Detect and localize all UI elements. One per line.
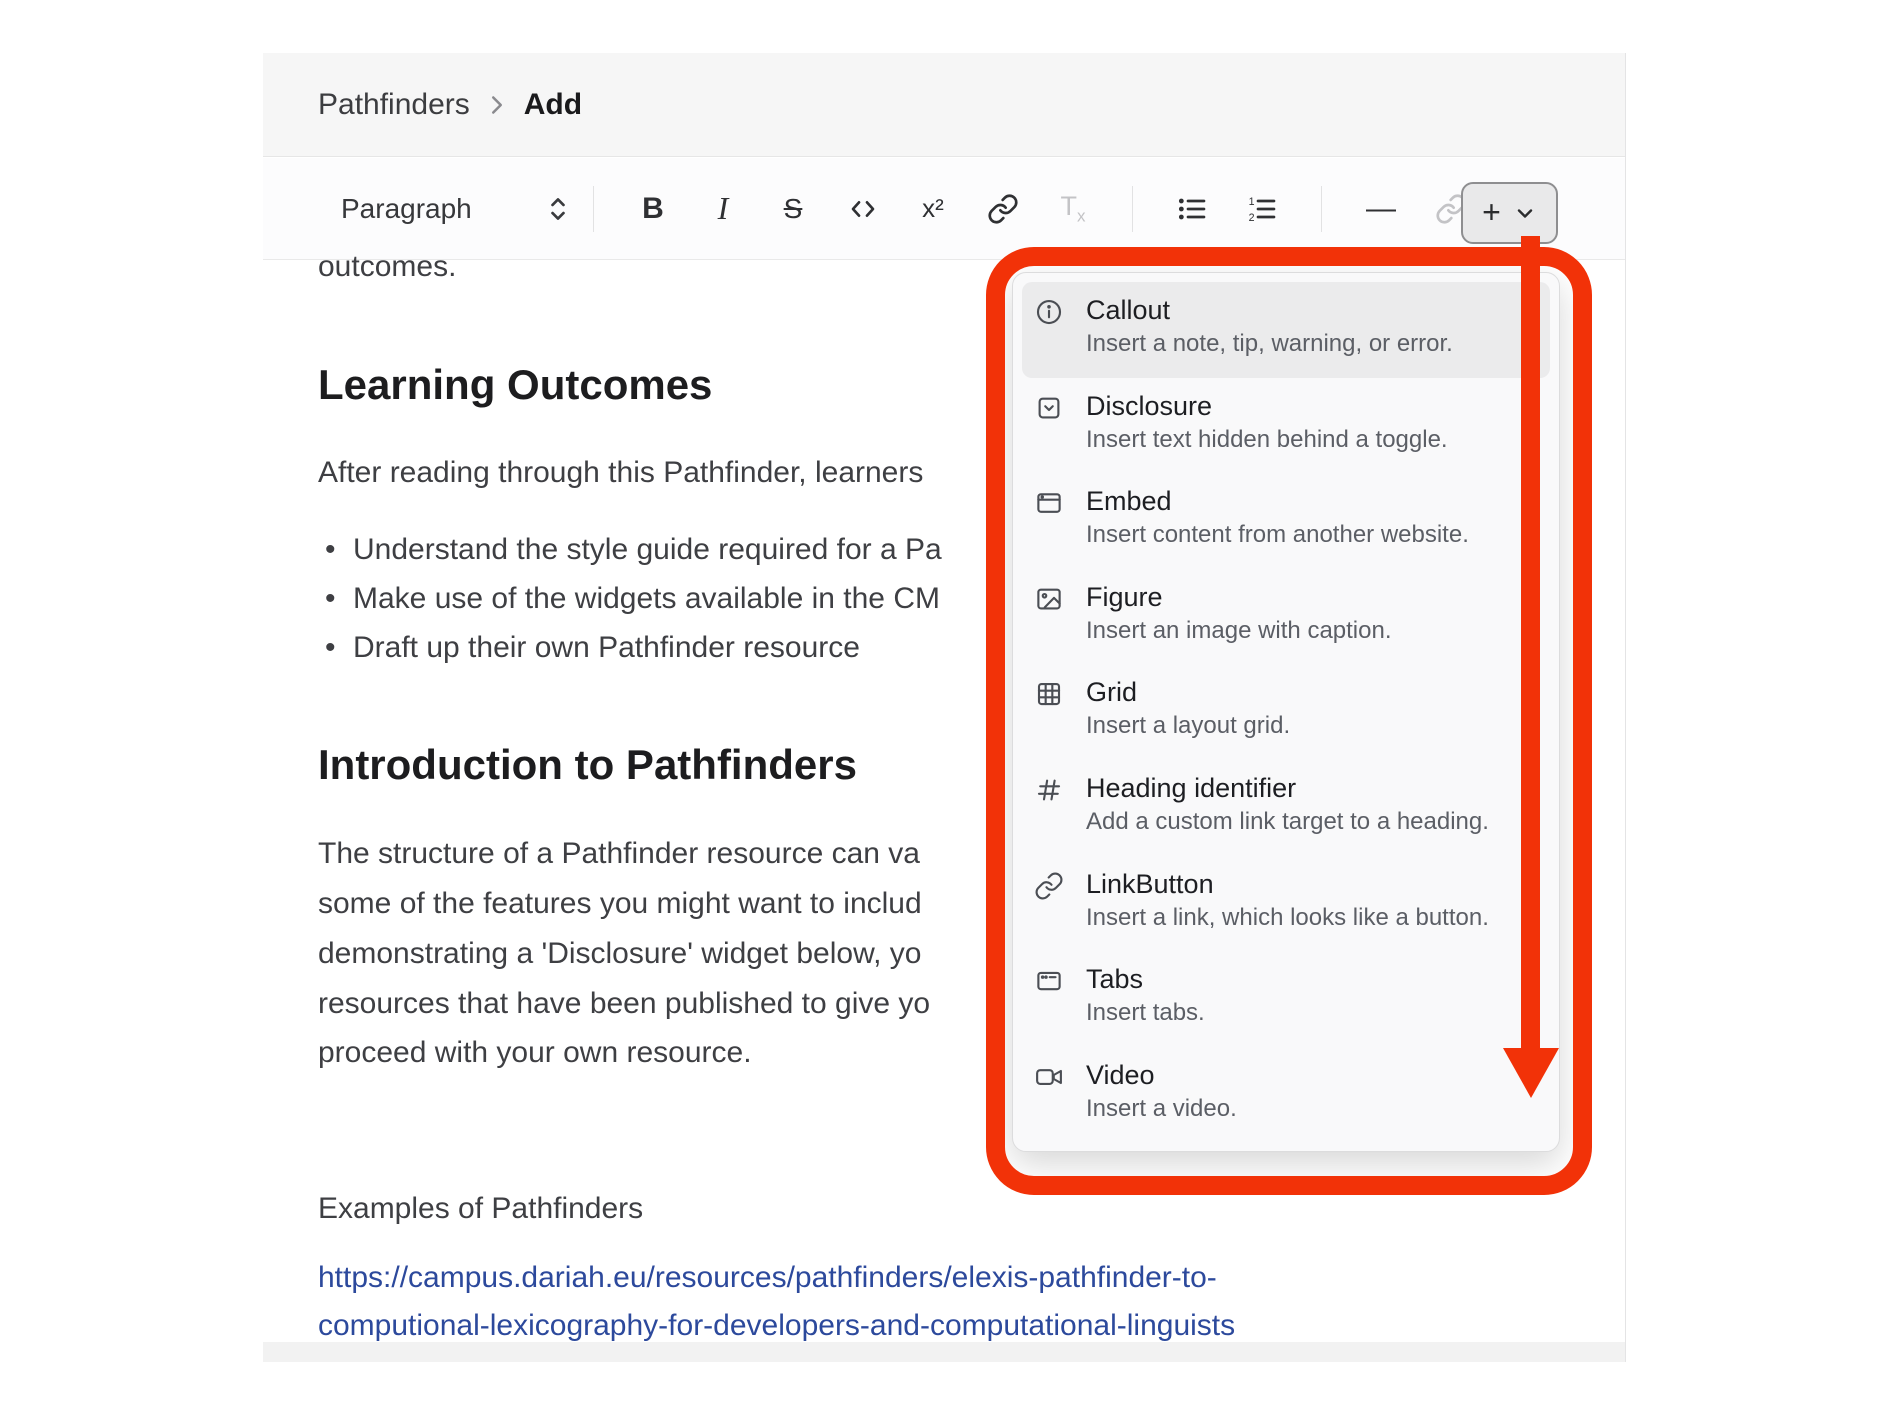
link-icon (1034, 868, 1086, 952)
horizontal-rule-button[interactable] (1358, 186, 1404, 232)
toolbar-divider (1132, 186, 1133, 232)
menu-item-description: Insert an image with caption. (1086, 616, 1392, 644)
toolbar-divider (1321, 186, 1322, 232)
video-camera-icon (1034, 1059, 1086, 1143)
doc-paragraph-line[interactable]: outcomes. (318, 250, 457, 283)
menu-item-description: Insert a video. (1086, 1094, 1237, 1122)
menu-item-description: Insert a note, tip, warning, or error. (1086, 330, 1453, 357)
doc-paragraph-line[interactable]: some of the features you might want to includ (318, 887, 922, 920)
italic-button[interactable] (700, 186, 746, 232)
insert-widget-button[interactable] (1461, 182, 1558, 244)
bullet-text: Draft up their own Pathfinder resource (353, 631, 860, 664)
editor-toolbar (263, 158, 1625, 260)
doc-paragraph-line[interactable]: resources that have been published to give yo (318, 987, 931, 1020)
chevrons-up-down-icon (547, 194, 569, 224)
menu-item-grid[interactable] (1022, 664, 1550, 760)
doc-hyperlink-line[interactable]: https://campus.dariah.eu/resources/pathfinders/elexis-pathfinder-to- (318, 1261, 1217, 1294)
menu-item-title: Embed (1086, 486, 1172, 517)
hash-icon (1034, 772, 1086, 856)
editor-bottom-edge (263, 1342, 1625, 1362)
link-button[interactable] (980, 186, 1026, 232)
menu-item-title: Callout (1086, 295, 1171, 325)
doc-heading-learning-outcomes[interactable]: Learning Outcomes (318, 361, 713, 408)
disclosure-box-icon (1034, 390, 1086, 474)
menu-item-title: Tabs (1086, 964, 1144, 995)
grid-icon (1034, 676, 1086, 760)
block-type-select[interactable] (341, 193, 569, 225)
bullet-text: Understand the style guide required for a Pa (353, 533, 942, 566)
menu-item-description: Insert a layout grid. (1086, 712, 1291, 740)
doc-heading-introduction[interactable]: Introduction to Pathfinders (318, 741, 857, 788)
bold-glyph: B (642, 191, 664, 225)
menu-item-description: Insert text hidden behind a toggle. (1086, 425, 1448, 453)
menu-item-description: Insert tabs. (1086, 999, 1205, 1027)
menu-item-figure[interactable] (1022, 569, 1550, 665)
svg-text:1: 1 (1248, 195, 1255, 208)
breadcrumb-parent[interactable]: Pathfinders (318, 87, 470, 121)
bullet-marker: • (325, 533, 336, 566)
clear-format-glyph: $T_x$ (1060, 190, 1086, 226)
menu-item-title: Grid (1086, 677, 1138, 708)
menu-item-title: Heading identifier (1086, 772, 1297, 803)
italic-glyph: I (717, 190, 729, 226)
code-brackets-icon (847, 193, 879, 225)
ordered-list-icon (1246, 193, 1278, 225)
tabs-icon (1034, 963, 1086, 1047)
menu-item-title: Figure (1086, 581, 1163, 612)
toolbar-divider (593, 186, 594, 232)
cms-editor-window (263, 53, 1626, 1362)
doc-paragraph-line[interactable]: demonstrating a 'Disclosure' widget below, yo (318, 937, 922, 970)
bullet-text: Make use of the widgets available in the CM (353, 582, 940, 615)
menu-item-heading-identifier[interactable] (1022, 760, 1550, 856)
menu-item-embed[interactable] (1022, 473, 1550, 569)
doc-bullet-item[interactable] (325, 582, 940, 616)
browser-window-icon (1034, 485, 1086, 569)
menu-item-description: Insert a link, which looks like a button. (1086, 903, 1489, 931)
breadcrumb-bar (263, 53, 1625, 157)
menu-item-title: Disclosure (1086, 390, 1213, 421)
doc-paragraph-line[interactable]: The structure of a Pathfinder resource can va (318, 837, 920, 870)
link-icon (987, 193, 1019, 225)
menu-item-tabs[interactable] (1022, 951, 1550, 1047)
svg-text:2: 2 (1248, 211, 1255, 224)
menu-item-title: Video (1086, 1059, 1155, 1090)
bullet-list-icon (1176, 193, 1208, 225)
breadcrumb (318, 88, 582, 122)
menu-item-callout[interactable] (1022, 282, 1550, 378)
clear-format-button[interactable] (1050, 186, 1096, 232)
breadcrumb-chevron-icon (486, 90, 508, 120)
horizontal-rule-glyph: — (1366, 191, 1396, 225)
doc-paragraph-line[interactable]: After reading through this Pathfinder, learners (318, 456, 924, 489)
doc-paragraph-line[interactable]: Examples of Pathfinders (318, 1192, 644, 1225)
info-circle-icon (1034, 294, 1086, 378)
menu-item-linkbutton[interactable] (1022, 856, 1550, 952)
doc-hyperlink-line[interactable]: computional-lexicography-for-developers-and-computational-linguists (318, 1309, 1236, 1342)
doc-paragraph-line[interactable]: proceed with your own resource. (318, 1036, 752, 1069)
doc-bullet-item[interactable] (325, 631, 860, 665)
chevron-down-icon (1513, 201, 1537, 225)
superscript-button[interactable] (910, 186, 956, 232)
code-button[interactable] (840, 186, 886, 232)
breadcrumb-current: Add (523, 87, 583, 121)
bold-button[interactable] (630, 186, 676, 232)
strikethrough-button[interactable] (770, 186, 816, 232)
bullet-marker: • (325, 582, 336, 615)
menu-item-description: Insert content from another website. (1086, 521, 1469, 549)
insert-widget-menu (1012, 272, 1560, 1152)
ordered-list-button[interactable] (1239, 186, 1285, 232)
strikethrough-glyph: S (783, 192, 803, 224)
menu-item-description: Add a custom link target to a heading. (1086, 807, 1489, 835)
bullet-list-button[interactable] (1169, 186, 1215, 232)
block-type-label: Paragraph (341, 192, 472, 224)
image-icon (1034, 581, 1086, 665)
superscript-glyph: x² (922, 193, 944, 223)
plus-glyph: + (1482, 193, 1501, 230)
bullet-marker: • (325, 631, 336, 664)
menu-item-title: LinkButton (1086, 868, 1214, 899)
doc-bullet-item[interactable] (325, 533, 942, 567)
menu-item-disclosure[interactable] (1022, 378, 1550, 474)
menu-item-video[interactable] (1022, 1047, 1550, 1143)
